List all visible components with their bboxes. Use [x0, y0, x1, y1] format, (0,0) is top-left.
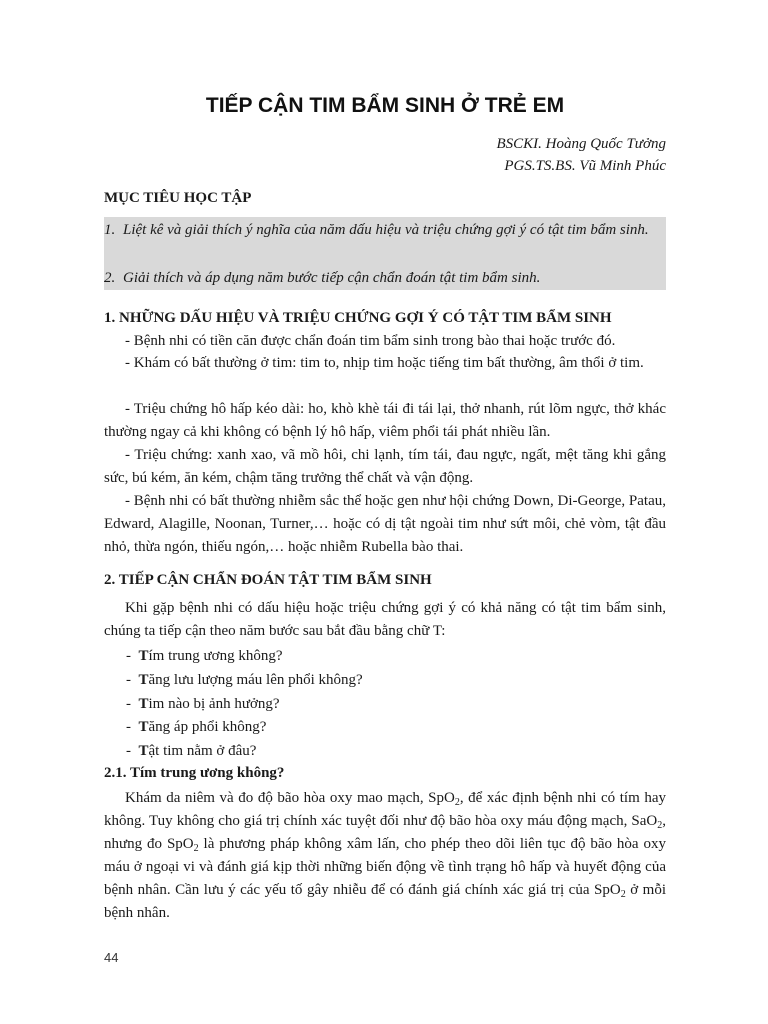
document-page	[104, 0, 666, 1024]
step-item: - Tăng lưu lượng máu lên phổi không?	[126, 671, 363, 688]
step-item: - Tật tim nằm ở đâu?	[126, 743, 257, 760]
objective-text: Giải thích và áp dụng năm bước tiếp cận chẩn đoán tật tim bẩm sinh.	[123, 270, 541, 286]
step-item: - Tím trung ương không?	[126, 648, 283, 664]
author-2: PGS.TS.BS. Vũ Minh Phúc	[504, 158, 666, 174]
step-item: - Tim nào bị ảnh hưởng?	[126, 695, 280, 712]
subsection-2-1-heading: 2.1. Tím trung ương không?	[104, 765, 285, 781]
objective-item	[104, 267, 666, 289]
objective-number: 2.	[104, 270, 116, 286]
page-title: TIẾP CẬN TIM BẨM SINH Ở TRẺ EM	[205, 94, 565, 117]
step-list	[126, 645, 363, 764]
section-1-bullet: - Bệnh nhi có bất thường nhiễm sắc thể hoặc gen như hội chứng Down, Di-George, Patau, Edward, Alagille, Noonan, Turner,… hoặc có dị tật ngoài tim như sứt môi, chẻ vòm, tật đầu nhỏ, thừa ngón, thiếu ngón,… hoặc nhiễm Rubella bào thai.	[104, 493, 666, 555]
section-2-intro: Khi gặp bệnh nhi có dấu hiệu hoặc triệu chứng gợi ý có khả năng có tật tim bẩm sinh, chúng ta tiếp cận theo năm bước sau bắt đầu bằng chữ T:	[104, 600, 666, 639]
objectives-heading: MỤC TIÊU HỌC TẬP	[104, 190, 252, 206]
section-1-bullet: - Bệnh nhi có tiền căn được chẩn đoán tim bẩm sinh trong bào thai hoặc trước đó.	[125, 333, 616, 349]
section-1-heading: 1. NHỮNG DẤU HIỆU VÀ TRIỆU CHỨNG GỢI Ý CÓ TẬT TIM BẨM SINH	[104, 310, 612, 326]
step-item: - Tăng áp phổi không?	[126, 719, 267, 736]
objective-number: 1.	[104, 222, 116, 238]
subsection-2-1-paragraph: Khám da niêm và đo độ bão hòa oxy mao mạch, SpO$_2$, để xác định bệnh nhi có tím hay không. Tuy không cho giá trị chính xác tuyệt đối như độ bão hòa oxy máu động mạch, SaO$_2$, nhưng đo SpO$_2$ là phương pháp không xâm lấn, cho phép theo dõi liên tục độ bão hòa oxy máu ở ngoại vi và đánh giá kịp thời những biến động về tình trạng hô hấp và huyết động của bệnh nhân. Cần lưu ý các yếu tố gây nhiễu để có đánh giá chính xác giá trị của SpO$_2$ ở mỗi bệnh nhân.	[104, 790, 666, 921]
section-1-bullet: - Khám có bất thường ở tim: tim to, nhịp tim hoặc tiếng tim bất thường, âm thổi ở tim.	[125, 355, 644, 371]
section-1-bullet: - Triệu chứng hô hấp kéo dài: ho, khò khè tái đi tái lại, thở nhanh, rút lõm ngực, thở khác thường ngay cả khi không có bệnh lý hô hấp, viêm phổi tái phát nhiều lần.	[104, 401, 666, 440]
objective-item	[104, 219, 666, 241]
section-1-bullet: - Triệu chứng: xanh xao, vã mồ hôi, chi lạnh, tím tái, đau ngực, ngất, mệt tăng khi gắng sức, bú kém, ăn kém, chậm tăng trưởng thể chất và vận động.	[104, 447, 666, 486]
section-2-heading: 2. TIẾP CẬN CHẨN ĐOÁN TẬT TIM BẨM SINH	[104, 572, 432, 588]
page-number: 44	[104, 950, 119, 965]
objective-text: Liệt kê và giải thích ý nghĩa của năm dấu hiệu và triệu chứng gợi ý có tật tim bẩm sinh.	[123, 222, 649, 238]
author-1: BSCKI. Hoàng Quốc Tưởng	[496, 136, 666, 152]
